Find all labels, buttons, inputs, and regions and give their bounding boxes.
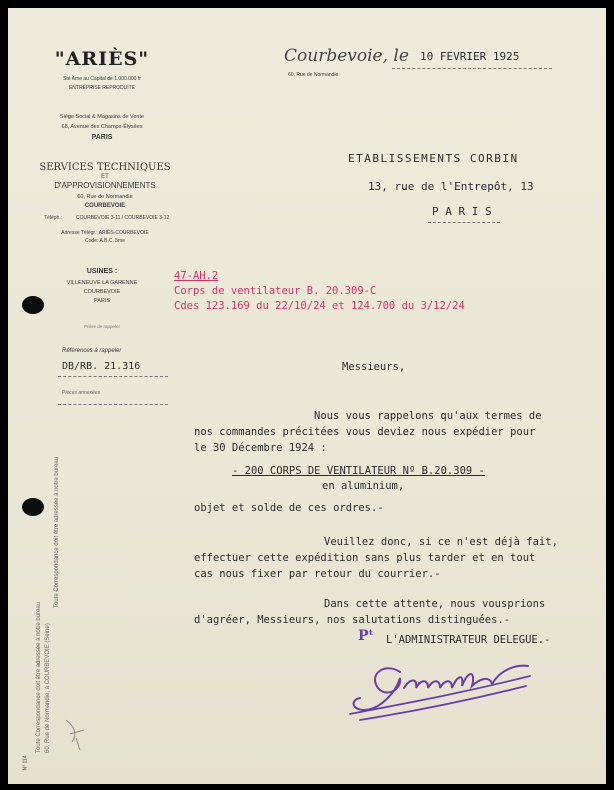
item-line1: - 200 CORPS DE VENTILATEUR Nº B.20.309 -	[232, 465, 485, 477]
city-underline	[428, 222, 500, 223]
para3-line3: cas nous fixer par retour du courrier.-	[194, 568, 441, 580]
telephone-label: Téléph.:	[44, 215, 63, 221]
punch-hole-bottom	[22, 498, 44, 516]
ref-annexes: Pièces annexées	[62, 390, 101, 396]
para1-line3: le 30 Décembre 1924 :	[194, 442, 327, 454]
usine-villeneuve: VILLENEUVE LA GARENNE	[66, 280, 138, 286]
vertical-note-2: 60, Rue de Normandie, à COURBEVOIE (Seine)	[45, 623, 51, 753]
place-script: Courbevoie, le	[284, 46, 409, 66]
signatory-title: L'ADMINISTRATEUR DELEGUE.-	[386, 634, 551, 646]
ref-object: Corps de ventilateur B. 20.309-C	[174, 285, 377, 297]
ref-orders: Cdes 123.169 du 22/10/24 et 124.700 du 3/12/24	[174, 300, 465, 312]
punch-hole-top	[22, 296, 44, 314]
date-underline	[392, 68, 552, 69]
usine-courbevoie: COURBEVOIE	[83, 289, 121, 295]
brand-name: "ARIÈS"	[54, 48, 150, 70]
vertical-note-1: Toute Correspondance doit être adressée à notre bureau	[36, 601, 42, 753]
salutation: Messieurs,	[342, 361, 406, 373]
para3-line1: Veuillez donc, si ce n'est déjà fait,	[324, 536, 558, 548]
item-line2: en aluminium,	[322, 480, 405, 492]
para1-line2: nos commandes précitées vous deviez nous expédier pour	[194, 426, 536, 438]
services-et: ET	[101, 174, 109, 180]
recipient-street: 13, rue de l'Entrepôt, 13	[368, 180, 534, 193]
para4-line2: d'agréer, Messieurs, nos salutations distinguées.-	[194, 614, 511, 626]
footer-number: N° 114	[22, 755, 29, 771]
place-address: 60, Rue de Normandie	[288, 72, 339, 78]
entreprise-line: ENTREPRISE REPRODUITE	[68, 85, 136, 91]
letter-date: 10 FEVRIER 1925	[420, 50, 520, 63]
services-approvisionnements: D'APPROVISIONNEMENTS	[54, 181, 156, 190]
small-note: Prière de rappeler	[83, 324, 121, 329]
para3-line2: effectuer cette expédition sans plus tarder et en tout	[194, 552, 536, 564]
para2: objet et solde de ces ordres.-	[194, 502, 384, 514]
telegraph-address: Adresse Télégr.: ARIÈS-COURBEVOIE	[61, 230, 149, 236]
para1-line1: Nous vous rappelons qu'aux termes de	[314, 410, 542, 422]
services-address: 60, Rue de Normandie	[77, 194, 133, 200]
handwritten-signature	[330, 648, 540, 728]
recipient-city: P A R I S	[432, 205, 492, 218]
telephone-numbers: COURBEVOIE 3-11 / COURBEVOIE 3-12	[76, 215, 170, 221]
vertical-note-3: Toute Correspondance doit être adressée à notre bureau	[54, 456, 60, 608]
usine-paris: PARIS	[93, 298, 111, 304]
pp-mark: Pᵗ	[358, 628, 374, 644]
pencil-mark-icon	[60, 716, 90, 752]
recipient-name: ETABLISSEMENTS CORBIN	[348, 152, 519, 165]
ref-underline	[58, 376, 168, 377]
annexes-underline	[58, 404, 168, 405]
siege-city: PARIS	[91, 134, 113, 141]
ref-label: Références à rappeler	[62, 348, 122, 354]
siege-address: 68, Avenue des Champs-Élysées	[61, 124, 143, 130]
para4-line1: Dans cette attente, nous vousprions	[324, 598, 546, 610]
codes-line: Code: A.B.C. 5me	[84, 238, 126, 244]
services-city: COURBEVOIE	[84, 203, 126, 209]
capital-line: Sté Ame au Capital de 1.000.000 fr	[63, 76, 141, 82]
siege-social: Siège Social & Magasins de Vente	[59, 114, 145, 120]
ref-value: DB/RB. 21.316	[62, 361, 141, 372]
ref-code: 47-AH.2	[174, 270, 219, 282]
services-title: SERVICES TECHNIQUES	[39, 162, 171, 173]
letter-page	[8, 8, 606, 784]
usines-title: USINES :	[86, 268, 118, 275]
